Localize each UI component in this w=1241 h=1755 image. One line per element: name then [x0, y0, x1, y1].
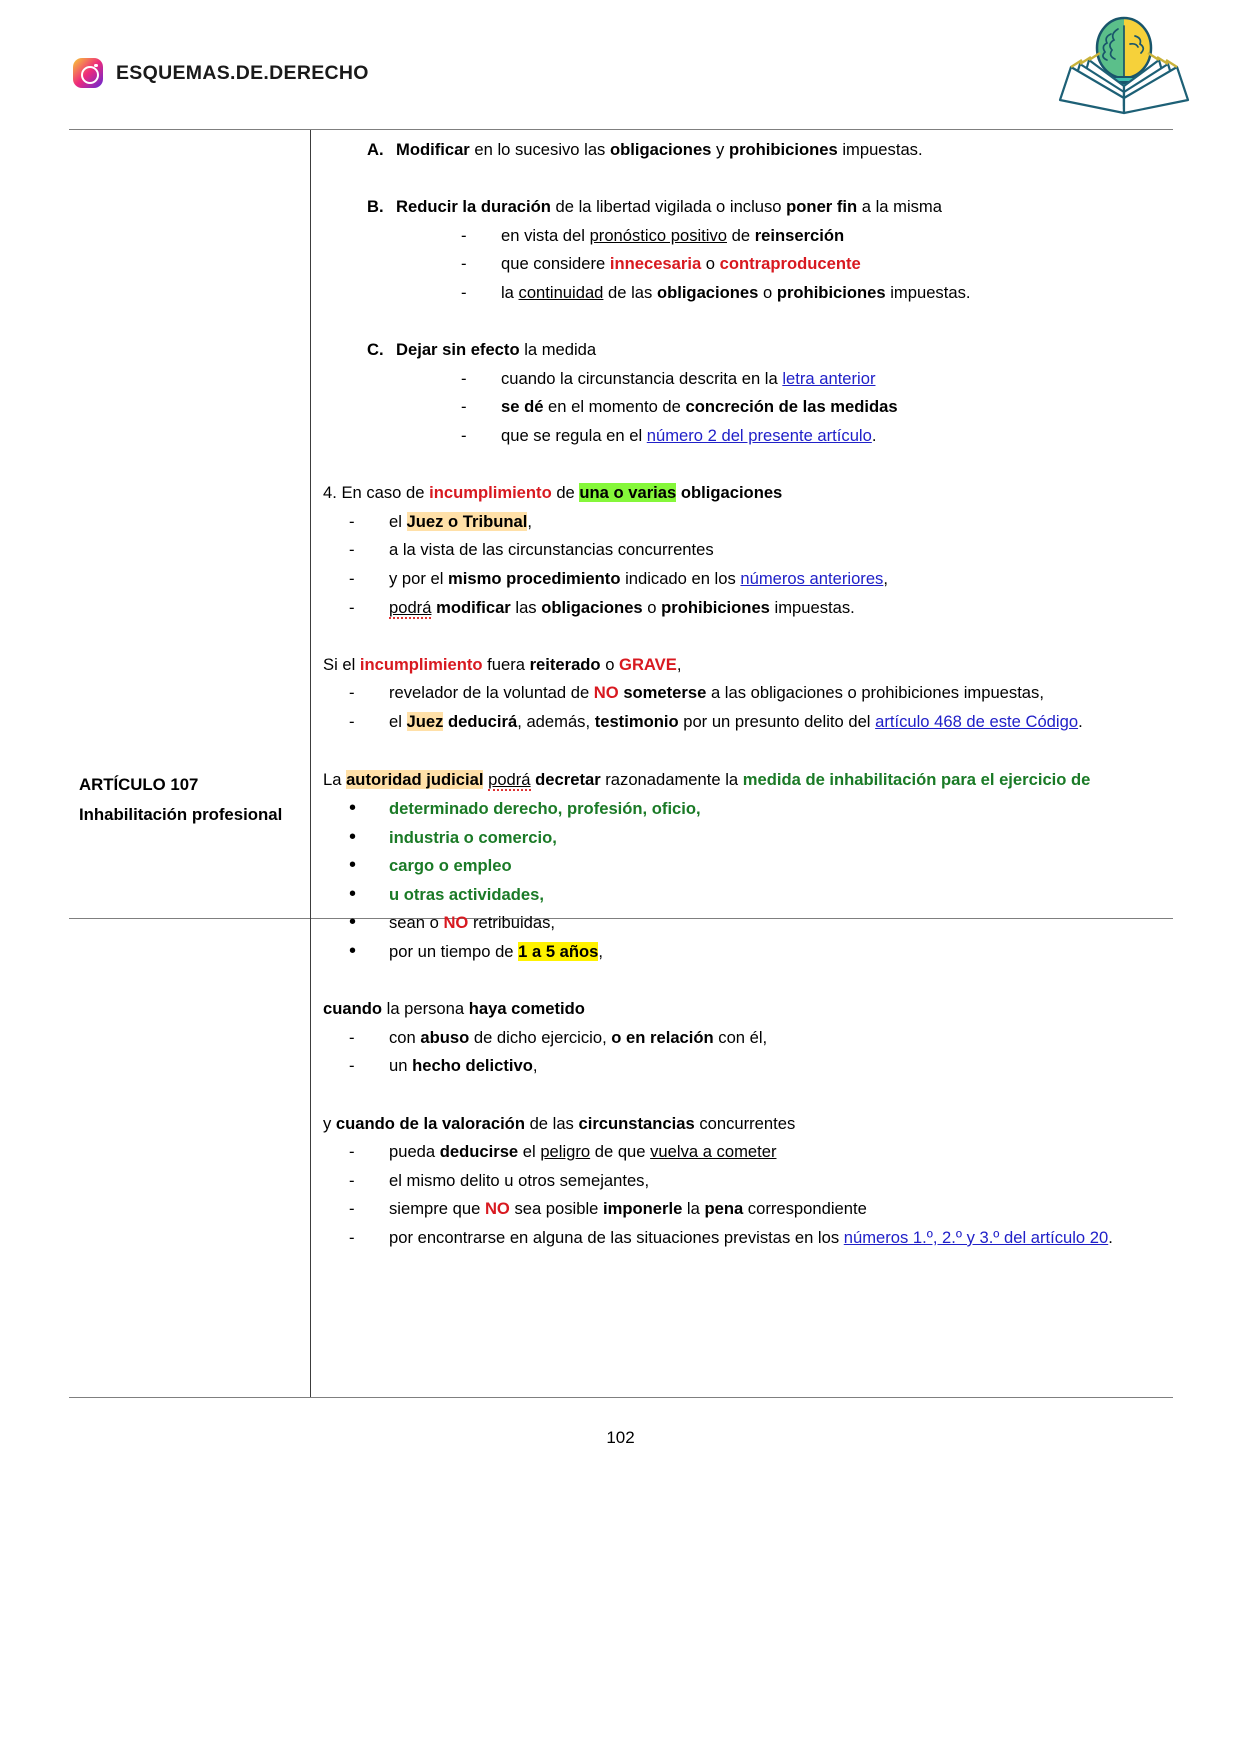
intro-t6: decretar	[535, 770, 601, 790]
item-b-text-2: de la libertad vigilada o incluso	[550, 197, 787, 217]
sub-c-2-t2: en el momento de	[543, 397, 686, 417]
sub-4-2-t1: a la vista de las circunstancias concurrentes	[389, 540, 714, 560]
grave-lead	[323, 651, 1159, 680]
paragraph-cometido	[323, 995, 1159, 1081]
grave-sublist	[349, 679, 1159, 736]
item-4-t3: de	[551, 483, 580, 503]
sub-4-4-t7: prohibiciones	[661, 597, 770, 617]
sub-v-2-t1: el mismo delito u otros semejantes,	[389, 1170, 650, 1190]
bullet-text: industria o comercio,	[389, 827, 557, 847]
list-item	[461, 222, 1159, 251]
sub-b-3-t1: la	[501, 282, 519, 302]
sub-c-3-t3: .	[871, 425, 877, 445]
spacer	[323, 1081, 1159, 1110]
val-t5: concurrentes	[694, 1113, 796, 1133]
list-item	[349, 1195, 1159, 1224]
list-item	[349, 508, 1159, 537]
sub-b-1-t3: de	[727, 225, 755, 245]
sub-c-1-t1: cuando la circunstancia descrita en la	[501, 368, 783, 388]
grave-t3: fuera	[482, 654, 530, 674]
valoracion-lead	[323, 1110, 1159, 1139]
sub-v-1-t1: pueda	[389, 1142, 440, 1162]
table-row	[69, 760, 1173, 1276]
highlight-peach: Juez o Tribunal	[406, 511, 528, 531]
sub-cm-1-t3: de dicho ejercicio,	[469, 1027, 612, 1047]
sub-b-3-t3: de las	[603, 282, 657, 302]
bullet-text: u otras actividades,	[389, 884, 544, 904]
sub-b-3-t6: prohibiciones	[776, 282, 886, 302]
list-item	[349, 565, 1159, 594]
list-marker-c: C.	[367, 340, 384, 360]
sub-4-3-t5: ,	[883, 568, 888, 588]
sub-4-1-t3: ,	[527, 511, 532, 531]
highlight-peach: autoridad judicial	[346, 770, 484, 790]
sub-b-3-t4: obligaciones	[656, 282, 759, 302]
list-item	[349, 938, 1159, 967]
sub-g-2-t4: deducirá	[448, 711, 518, 731]
sub-v-1-t5: de que	[590, 1142, 651, 1162]
list-item-a	[323, 136, 1159, 165]
item-a-text-2: en lo sucesivo las	[469, 140, 610, 159]
content-table	[69, 130, 1173, 1277]
item-4-sublist	[349, 508, 1159, 622]
paragraph-grave	[323, 651, 1159, 737]
sub-4-3-t1: y por el	[389, 568, 449, 588]
list-item	[349, 708, 1159, 737]
sub-v-3-t4: imponerle	[603, 1199, 683, 1219]
list-item	[349, 1024, 1159, 1053]
cometido-sublist	[349, 1024, 1159, 1081]
dash-marker: -	[349, 711, 355, 731]
intro-green-phrase: medida de inhabilitación para el ejercicio de	[742, 770, 1091, 790]
dash-marker: -	[349, 540, 355, 560]
item-a-text-3: obligaciones	[609, 140, 712, 159]
cometido-lead	[323, 995, 1159, 1024]
inhabilitacion-bullets	[349, 795, 1159, 967]
sub-b-2-t4: contraproducente	[719, 254, 861, 274]
valoracion-sublist	[349, 1138, 1159, 1252]
sub-g-1-t2: NO	[593, 683, 619, 703]
dash-marker: -	[461, 225, 467, 245]
paragraph-intro	[323, 766, 1159, 795]
list-item	[349, 1167, 1159, 1196]
sub-v-3-t3: sea posible	[509, 1199, 603, 1219]
instagram-icon	[73, 58, 103, 88]
list-item-b	[323, 193, 1159, 307]
sub-g-1-t4: someterse	[623, 683, 707, 703]
brand-watermark	[73, 58, 369, 88]
lettered-list	[323, 136, 1159, 165]
bullet-marker: •	[349, 911, 357, 934]
cross-reference-link[interactable]: números 1.º, 2.º y 3.º del artículo 20	[843, 1227, 1109, 1247]
lightbulb-brain-book-logo-icon	[1040, 14, 1208, 118]
sub-v-1-t4: peligro	[540, 1142, 591, 1162]
list-item	[349, 1138, 1159, 1167]
sub-cm-1-t4: o en relación	[611, 1027, 714, 1047]
bullet-text-3: ,	[598, 942, 604, 962]
dash-marker: -	[461, 397, 467, 417]
cometido-t2: la persona	[382, 999, 469, 1019]
item-b-text-1: Reducir la duración	[396, 197, 551, 217]
sub-4-4-t6: o	[642, 597, 662, 617]
paragraph-item-4	[323, 479, 1159, 622]
bullet-text-3: retribuidas,	[468, 913, 556, 933]
cross-reference-link[interactable]: número 2 del presente artículo	[646, 425, 872, 445]
sub-v-4-t1: por encontrarse en alguna de las situaciones previstas en los	[389, 1227, 844, 1247]
item-c-sublist	[461, 365, 1159, 451]
spacer	[323, 1253, 1159, 1267]
sub-4-1-t1: el	[389, 511, 407, 531]
table-row	[69, 130, 1173, 760]
sub-cm-1-t5: con él,	[713, 1027, 768, 1047]
highlight-yellow: 1 a 5 años	[518, 942, 599, 962]
bullet-marker: •	[349, 854, 357, 877]
grave-t7: ,	[676, 654, 682, 674]
sub-4-4-t5: obligaciones	[541, 597, 643, 617]
sub-b-3-t5: o	[758, 282, 777, 302]
dash-marker: -	[349, 1142, 355, 1162]
val-t1: y	[323, 1113, 336, 1133]
item-4-t5: obligaciones	[676, 483, 783, 503]
sub-v-1-t6: vuelva a cometer	[650, 1142, 777, 1162]
spellcheck-word: podrá	[488, 770, 531, 790]
item-a-text-6: impuestas.	[837, 140, 923, 159]
sub-4-3-t3: indicado en los	[620, 568, 741, 588]
cross-reference-link[interactable]: letra anterior	[782, 368, 876, 388]
article-title: Inhabilitación profesional	[79, 805, 283, 825]
sub-b-3-t7: impuestas.	[885, 282, 971, 302]
dash-marker: -	[349, 1227, 355, 1247]
sub-g-2-t9: .	[1078, 711, 1083, 731]
spacer	[323, 451, 1159, 480]
item-4-t2: incumplimiento	[429, 483, 552, 503]
list-item	[461, 393, 1159, 422]
sub-g-1-t5: a las obligaciones o prohibiciones impuestas,	[706, 683, 1044, 703]
list-item	[349, 1224, 1159, 1253]
bullet-marker: •	[349, 825, 357, 848]
val-t4: circunstancias	[578, 1113, 695, 1133]
dash-marker: -	[461, 254, 467, 274]
bullet-text-no: NO	[443, 913, 469, 933]
sub-cm-2-t2: hecho delictivo	[412, 1056, 533, 1076]
highlight-green: una o varias	[579, 483, 677, 503]
dash-marker: -	[349, 597, 355, 617]
item-4-t1: 4. En caso de	[323, 483, 430, 503]
sub-c-3-t1: que se regula en el	[501, 425, 647, 445]
sub-b-2-t2: innecesaria	[609, 254, 702, 274]
dash-marker: -	[349, 511, 355, 531]
sub-g-2-t7: por un presunto delito del	[678, 711, 876, 731]
list-item	[349, 795, 1159, 824]
sub-cm-1-t1: con	[389, 1027, 421, 1047]
list-item	[349, 594, 1159, 623]
dash-marker: -	[349, 1056, 355, 1076]
item-b-sublist	[461, 222, 1159, 308]
val-t2: cuando de la valoración	[335, 1113, 525, 1133]
list-item	[349, 1052, 1159, 1081]
table-bottom-border	[69, 1397, 1173, 1398]
brand-name: ESQUEMAS.DE.DERECHO	[116, 61, 369, 84]
item-4-lead	[323, 479, 1159, 508]
list-item	[461, 250, 1159, 279]
sub-v-3-t2: NO	[484, 1199, 510, 1219]
bullet-marker: •	[349, 797, 357, 820]
dash-marker: -	[461, 368, 467, 388]
cometido-t1: cuando	[323, 999, 383, 1019]
grave-t5: o	[600, 654, 620, 674]
spellcheck-word: podrá	[389, 597, 432, 617]
sub-c-2-t3: concreción de las medidas	[685, 397, 898, 417]
sub-v-3-t6: pena	[704, 1199, 744, 1219]
spacer	[323, 622, 1159, 651]
sub-4-4-t8: impuestas.	[769, 597, 855, 617]
sub-v-1-t3: el	[518, 1142, 541, 1162]
sub-v-4-t3: .	[1108, 1227, 1113, 1247]
lettered-list-b	[323, 193, 1159, 307]
bullet-text-1: sean o	[389, 913, 444, 933]
dash-marker: -	[349, 683, 355, 703]
sub-b-3-t2: continuidad	[518, 282, 604, 302]
bullet-marker: •	[349, 940, 357, 963]
sub-b-1-t4: reinserción	[754, 225, 845, 245]
grave-t1: Si el	[323, 654, 360, 674]
bullet-text: determinado derecho, profesión, oficio,	[389, 799, 701, 819]
article-number: ARTÍCULO 107	[79, 775, 199, 795]
row-1-content-cell	[310, 130, 1173, 760]
item-b-text-3: poner fin	[786, 197, 858, 217]
list-item	[461, 365, 1159, 394]
sub-v-3-t7: correspondiente	[743, 1199, 867, 1219]
sub-g-2-t5: , además,	[517, 711, 595, 731]
list-item	[349, 852, 1159, 881]
val-t3: de las	[524, 1113, 579, 1133]
list-item	[349, 909, 1159, 938]
list-item	[349, 824, 1159, 853]
page-number: 102	[606, 1428, 635, 1447]
dash-marker: -	[349, 568, 355, 588]
list-marker-a: A.	[367, 140, 384, 159]
sub-4-4-t4: las	[510, 597, 542, 617]
sub-v-3-t1: siempre que	[389, 1199, 485, 1219]
sub-g-2-t6: testimonio	[594, 711, 679, 731]
sub-4-4-t3: modificar	[436, 597, 511, 617]
list-item	[461, 422, 1159, 451]
list-item-c	[323, 336, 1159, 450]
dash-marker: -	[349, 1170, 355, 1190]
list-item	[461, 279, 1159, 308]
sub-b-1-t1: en vista del	[501, 225, 590, 245]
cross-reference-link[interactable]: números anteriores	[740, 568, 884, 588]
highlight-peach: Juez	[406, 711, 444, 731]
sub-cm-2-t3: ,	[532, 1056, 538, 1076]
item-a-text-5: prohibiciones	[728, 140, 838, 159]
dash-marker: -	[349, 1199, 355, 1219]
list-marker-b: B.	[367, 197, 384, 217]
item-a-text-1: Modificar	[396, 140, 470, 159]
bullet-text: cargo o empleo	[389, 856, 512, 876]
row-2-label-cell	[69, 760, 310, 1276]
intro-t7: razonadamente la	[600, 770, 743, 790]
item-c-text-1: Dejar sin efecto	[396, 340, 520, 360]
spacer	[323, 736, 1159, 750]
page-header	[0, 0, 1241, 128]
list-item	[349, 679, 1159, 708]
sub-cm-2-t1: un	[389, 1056, 413, 1076]
dash-marker: -	[461, 282, 467, 302]
row-1-label-cell	[69, 130, 310, 760]
sub-b-1-t2: pronóstico positivo	[589, 225, 727, 245]
sub-v-1-t2: deducirse	[439, 1142, 519, 1162]
intro-t1: La	[323, 770, 347, 790]
sub-v-3-t5: la	[682, 1199, 705, 1219]
spacer	[323, 967, 1159, 996]
grave-t2: incumplimiento	[359, 654, 483, 674]
sub-cm-1-t2: abuso	[420, 1027, 470, 1047]
cometido-t3: haya cometido	[468, 999, 585, 1019]
item-b-text-4: a la misma	[857, 197, 942, 217]
lettered-list-c	[323, 336, 1159, 450]
paragraph-valoracion	[323, 1110, 1159, 1253]
sub-b-2-t3: o	[701, 254, 720, 274]
dash-marker: -	[349, 1027, 355, 1047]
bullet-text-1: por un tiempo de	[389, 942, 519, 962]
item-c-text-2: la medida	[519, 340, 597, 360]
list-item	[349, 536, 1159, 565]
grave-t4: reiterado	[529, 654, 601, 674]
list-item	[349, 881, 1159, 910]
bullet-marker: •	[349, 882, 357, 905]
sub-c-2-t1: se dé	[501, 397, 544, 417]
sub-4-3-t2: mismo procedimiento	[448, 568, 621, 588]
dash-marker: -	[461, 425, 467, 445]
sub-g-2-t1: el	[389, 711, 407, 731]
spacer	[323, 165, 1159, 194]
row-2-content-cell	[310, 760, 1173, 1276]
sub-g-1-t1: revelador de la voluntad de	[389, 683, 594, 703]
cross-reference-link[interactable]: artículo 468 de este Código	[875, 711, 1079, 731]
item-a-text-4: y	[711, 140, 729, 159]
sub-b-2-t1: que considere	[501, 254, 610, 274]
grave-t6: GRAVE	[619, 654, 677, 674]
spacer	[323, 308, 1159, 337]
